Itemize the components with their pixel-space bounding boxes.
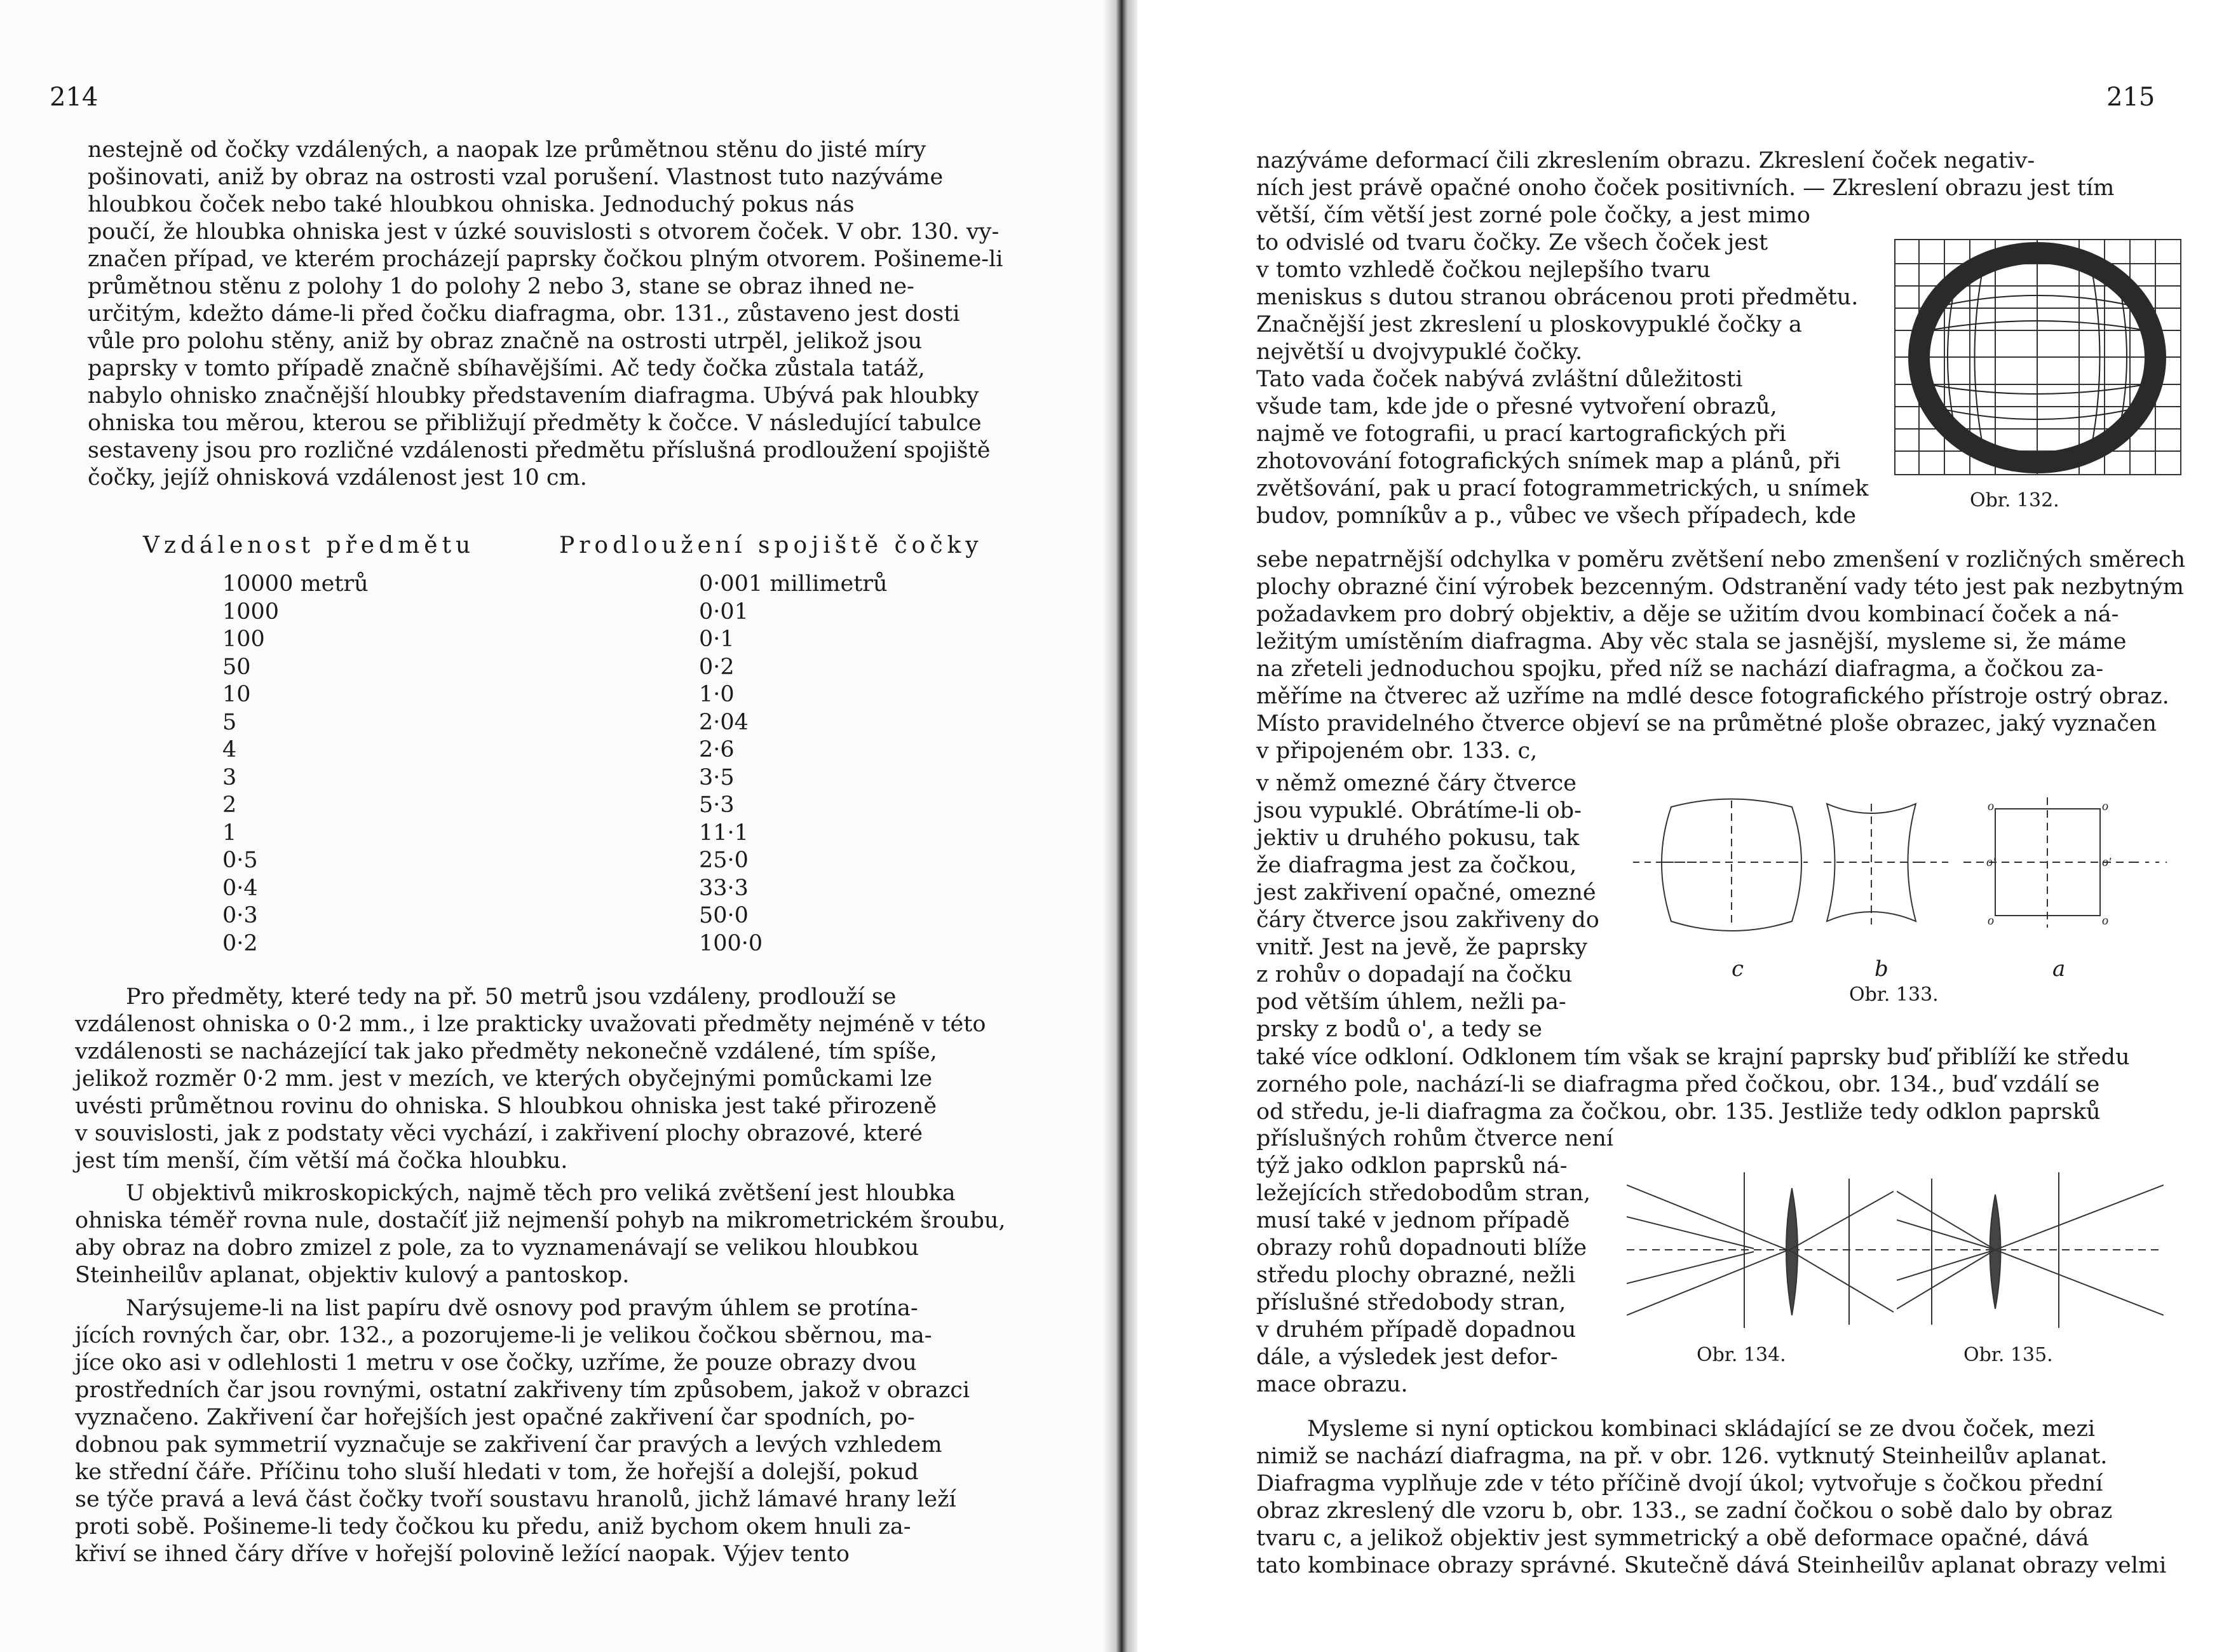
table-cell-extension: 100·0 <box>699 930 763 956</box>
right-fig133-text-line: pod větším úhlem, nežli pa- <box>1256 989 1566 1015</box>
table-cell-distance: 0·5 <box>222 848 258 873</box>
left-paragraph-4-line: se týče pravá a levá část čočky tvoří soustavu hranolů, jichž lámavé hrany leží <box>75 1487 956 1512</box>
left-paragraph-1-line: značen případ, ve kterém procházejí paprsky čočkou plným otvorem. Pošineme-li <box>88 247 1003 272</box>
right-fig132-text-line: všude tam, kde jde o přesné vytvoření obrazů, <box>1256 394 1777 419</box>
table-cell-extension: 25·0 <box>699 848 749 873</box>
left-paragraph-3-line: U objektivů mikroskopických, najmě těch pro veliká zvětšení jest hloubka <box>126 1181 956 1206</box>
left-paragraph-2-line: jelikož rozměr 0·2 mm. jest v mezích, ve kterých obyčejnými pomůckami lze <box>75 1066 933 1092</box>
right-bottom-line: tvaru c, a jelikož objektiv jest symmetrický a obě deformace opačné, dává <box>1256 1526 2089 1551</box>
right-middle-line: Místo pravidelného čtverce objeví se na průmětné ploše obrazec, jaký vyznačen <box>1256 711 2157 736</box>
right-after-fig133-line: zorného pole, nachází-li se diafragma před čočkou, obr. 134., buď vzdálí se <box>1256 1072 2100 1097</box>
table-cell-distance: 5 <box>222 709 237 735</box>
right-fig134-text-line: v druhém případě dopadnou <box>1256 1317 1576 1343</box>
right-middle-line: sebe nepatrnější odchylka v poměru zvětšení nebo zmenšení v rozličných směrech <box>1256 547 2186 572</box>
left-paragraph-4-line: prostředních čar jsou rovnými, ostatní zakřiveny tím způsobem, jakož v obrazci <box>75 1378 970 1403</box>
table-cell-extension: 0·2 <box>699 654 735 680</box>
book-gutter <box>1102 0 1141 1652</box>
table-cell-distance: 4 <box>222 737 237 762</box>
left-paragraph-1-line: nestejně od čočky vzdálených, a naopak lze průmětnou stěnu do jisté míry <box>88 137 926 163</box>
right-lines-after-fig133 <box>1256 1044 2184 1126</box>
left-paragraph-1-line: poučí, že hloubka ohniska jest v úzké souvislosti s otvorem čoček. V obr. 130. vy- <box>88 219 1000 245</box>
right-lines-beside-fig132 <box>1256 202 1898 530</box>
right-page <box>1137 0 2224 1652</box>
table-header-distance: Vzdálenost předmětu <box>143 532 475 559</box>
left-paragraph-1-line: hloubkou čoček nebo také hloubkou ohniska. Jednoduchý pokus nás <box>88 192 855 217</box>
right-fig132-text-line: Značnější jest zkreslení u ploskovypuklé čočky a <box>1256 312 1802 337</box>
right-fig132-text-line: v tomto vzhledě čočkou nejlepšího tvaru <box>1256 257 1711 283</box>
right-fig134-text-line: příslušných rohům čtverce není <box>1256 1126 1614 1151</box>
left-paragraph-3-line: ohniska téměř rovna nule, dostačíť již nejmenší pohyb na mikrometrickém šroubu, <box>75 1208 1006 1233</box>
left-paragraph-2-line: vzdálenosti se nacházející tak jako předměty nekonečně vzdálené, tím spíše, <box>75 1039 937 1064</box>
right-lines-beside-fig133 <box>1256 770 1618 1043</box>
table-cell-distance: 0·2 <box>222 930 258 956</box>
right-fig133-text-line: jektiv u druhého pokusu, tak <box>1256 825 1580 851</box>
left-paragraph-4-line: ke střední čáře. Příčinu toho sluší hledati v tom, že hořejší a dolejší, pokud <box>75 1459 919 1485</box>
right-fig132-text-line: budov, pomníkův a p., vůbec ve všech případech, kde <box>1256 503 1857 529</box>
left-paragraph-2 <box>75 984 990 1175</box>
fig133-point-o-3: o <box>1988 914 1994 928</box>
right-fig133-text-line: jest zakřivení opačné, omezné <box>1256 880 1596 905</box>
left-paragraph-3-line: Steinheilův aplanat, objektiv kulový a pantoskop. <box>75 1263 630 1288</box>
right-fig134-text-line: středu plochy obrazné, nežli <box>1256 1263 1576 1288</box>
left-paragraph-4 <box>75 1295 990 1568</box>
left-paragraph-4-line: Narýsujeme-li na list papíru dvě osnovy pod pravým úhlem se protína- <box>126 1296 918 1321</box>
figure-133-label-a: a <box>2052 956 2066 982</box>
left-paragraph-1-line: sestaveny jsou pro rozličné vzdálenosti předmětu příslušná prodloužení spojiště <box>88 438 991 463</box>
table-column-extension <box>699 571 953 958</box>
right-fig133-text-line: že diafragma jest za čočkou, <box>1256 853 1577 878</box>
right-middle-line: měříme na čtverec až uzříme na mdlé desce fotografického přístroje ostrý obraz. <box>1256 684 2169 709</box>
left-paragraph-2-line: vzdálenost ohniska o 0·2 mm., i lze prakticky uvažovati předměty nejméně v této <box>75 1012 986 1037</box>
right-fig134-text-line: příslušné středobody stran, <box>1256 1290 1566 1315</box>
left-paragraph-3-line: aby obraz na dobro zmizel z pole, za to vyznamenávají se velikou hloubkou <box>75 1235 919 1261</box>
right-bottom-line: Mysleme si nyní optickou kombinaci skládající se ze dvou čoček, mezi <box>1307 1416 2096 1442</box>
figure-135-ray-diagram <box>1897 1172 2164 1331</box>
table-column-distance <box>222 571 375 958</box>
left-paragraph-4-line: jíce oko asi v odlehlosti 1 metru v ose čočky, uzříme, že pouze obrazy dvou <box>75 1350 917 1376</box>
right-fig133-text-line: jsou vypuklé. Obrátíme-li ob- <box>1256 798 1582 823</box>
figure-132-distortion-grid <box>1894 238 2183 477</box>
right-middle-line: požadavkem pro dobrý objektiv, a děje se užitím dvou kombinací čoček a ná- <box>1256 602 2119 627</box>
left-paragraph-2-line: uvésti průmětnou rovinu do ohniska. S hloubkou ohniska jest také přirozeně <box>75 1093 937 1119</box>
right-fig133-text-line: vnitř. Jest na jevě, že paprsky <box>1256 935 1588 960</box>
left-paragraph-1 <box>88 137 1003 492</box>
left-paragraph-1-line: určitým, kdežto dáme-li před čočku diafragma, obr. 131., zůstaveno jest dosti <box>88 301 960 327</box>
table-cell-distance: 10000 metrů <box>222 571 369 597</box>
right-fig134-text-line: dále, a výsledek jest defor- <box>1256 1344 1558 1370</box>
fig133-point-o-4: o <box>2102 914 2108 928</box>
left-paragraph-4-line: vyznačeno. Zakřivení čar hořejších jest opačné zakřivení čar spodních, po- <box>75 1405 915 1430</box>
left-paragraph-1-line: čočky, jejíž ohnisková vzdálenost jest 10 cm. <box>88 465 587 491</box>
table-cell-extension: 0·01 <box>699 599 749 625</box>
left-paragraph-4-line: dobnou pak symmetrií vyznačuje se zakřivení čar pravých a levých vzhledem <box>75 1432 942 1458</box>
right-middle-line: v připojeném obr. 133. c, <box>1256 738 1538 764</box>
table-cell-distance: 1000 <box>222 599 280 625</box>
right-middle-line: ležitým umístěním diafragma. Aby věc stala se jasnější, mysleme si, že máme <box>1256 629 2127 654</box>
right-lines-top <box>1256 147 2184 202</box>
right-fig132-text-line: zvětšování, pak u prací fotogrammetrických, u snímek <box>1256 476 1869 501</box>
figure-135-caption: Obr. 135. <box>1963 1344 2053 1366</box>
right-lines-bottom <box>1256 1416 2184 1580</box>
left-paragraph-2-line: jest tím menší, čím větší má čočka hloubku. <box>75 1148 568 1174</box>
table-cell-extension: 50·0 <box>699 903 749 928</box>
table-cell-distance: 10 <box>222 682 251 707</box>
fig133-point-o-2: o <box>2102 799 2108 813</box>
right-fig133-text-line: čáry čtverce jsou zakřiveny do <box>1256 907 1599 933</box>
right-fig134-text-line: mace obrazu. <box>1256 1372 1408 1397</box>
left-paragraph-2-line: v souvislosti, jak z podstaty věci vychází, i zakřivení plochy obrazové, které <box>75 1121 923 1146</box>
figure-133-label-c: c <box>1732 956 1744 982</box>
fig133-point-o-1: o <box>1988 799 1994 813</box>
left-paragraph-1-line: vůle pro polohu stěny, aniž by obraz značně na ostrosti utrpěl, jelikož jsou <box>88 328 923 354</box>
right-top-line: nazýváme deformací čili zkreslením obrazu. Zkreslení čoček negativ- <box>1256 148 2035 173</box>
page-number-left: 214 <box>50 83 98 112</box>
right-middle-line: plochy obrazné činí výrobek bezcenným. Odstranění vady této jest pak nezbytným <box>1256 574 2184 600</box>
left-paragraph-1-line: nabylo ohnisko značnější hloubky představením diafragma. Ubývá pak hloubky <box>88 383 979 409</box>
right-fig132-text-line: větší, čím větší jest zorné pole čočky, a jest mimo <box>1256 203 1810 228</box>
left-paragraph-1-line: průmětnou stěnu z polohy 1 do polohy 2 nebo 3, stane se obraz ihned ne- <box>88 274 914 299</box>
right-after-fig133-line: od středu, je-li diafragma za čočkou, obr. 135. Jestliže tedy odklon paprsků <box>1256 1099 2101 1125</box>
left-paragraph-1-line: paprsky v tomto případě značně sbíhavějšími. Ač tedy čočka zůstala tatáž, <box>88 356 925 381</box>
left-paragraph-4-line: křiví se ihned čáry dříve v hořejší polovině ležící naopak. Výjev tento <box>75 1541 850 1567</box>
right-fig132-text-line: meniskus s dutou stranou obrácenou proti předmětu. <box>1256 285 1859 310</box>
fig133-point-o-prime-2: o' <box>2102 855 2112 869</box>
left-paragraph-2-line: Pro předměty, které tedy na př. 50 metrů jsou vzdáleny, prodlouží se <box>126 984 897 1010</box>
right-fig134-text-line: týž jako odklon paprsků ná- <box>1256 1153 1568 1179</box>
table-cell-distance: 0·3 <box>222 903 258 928</box>
right-fig133-text-line: z rohův o dopadají na čočku <box>1256 962 1573 987</box>
figure-134-caption: Obr. 134. <box>1697 1344 1786 1366</box>
left-page <box>0 0 1106 1652</box>
right-lines-middle <box>1256 546 2184 765</box>
right-bottom-line: nimiž se nachází diafragma, na př. v obr. 126. vytknutý Steinheilův aplanat. <box>1256 1444 2108 1469</box>
table-cell-distance: 1 <box>222 820 237 846</box>
page-number-right: 215 <box>2106 83 2155 112</box>
figure-133-label-b: b <box>1875 956 1888 982</box>
right-fig133-text-line: prsky z bodů o', a tedy se <box>1256 1017 1543 1042</box>
table-cell-extension: 1·0 <box>699 682 735 707</box>
table-cell-distance: 3 <box>222 764 237 790</box>
table-header-extension: Prodloužení spojiště čočky <box>559 532 983 559</box>
right-fig132-text-line: najmě ve fotografii, u prací kartografických při <box>1256 421 1786 447</box>
figure-133-square-distortions <box>1633 791 2224 956</box>
right-bottom-line: Diafragma vyplňuje zde v této příčině dvojí úkol; vytvořuje s čočkou přední <box>1256 1471 2103 1496</box>
right-fig132-text-line: největší u dvojvypuklé čočky. <box>1256 339 1583 365</box>
right-fig134-text-line: ležejících středobodům stran, <box>1256 1181 1591 1206</box>
table-cell-distance: 100 <box>222 626 265 652</box>
table-cell-extension: 11·1 <box>699 820 749 846</box>
table-cell-extension: 0·1 <box>699 626 735 652</box>
table-cell-distance: 50 <box>222 654 251 680</box>
table-cell-extension: 5·3 <box>699 792 735 818</box>
right-fig134-text-line: musí také v jednom případě <box>1256 1208 1570 1233</box>
right-fig132-text-line: to odvislé od tvaru čočky. Ze všech čoček jest <box>1256 230 1768 255</box>
left-paragraph-1-line: ohniska tou měrou, kterou se přibližují předměty k čočce. V následující tabulce <box>88 410 982 436</box>
left-paragraph-1-line: pošinovati, aniž by obraz na ostrosti vzal porušení. Vlastnost tuto nazýváme <box>88 165 944 190</box>
left-paragraph-4-line: proti sobě. Pošineme-li tedy čočkou ku předu, aniž bychom okem hnuli za- <box>75 1514 911 1540</box>
figure-134-ray-diagram <box>1627 1172 1894 1331</box>
right-middle-line: na zřeteli jednoduchou spojku, před níž se nachází diafragma, a čočkou za- <box>1256 656 2104 682</box>
right-after-fig133-line: také více odkloní. Odklonem tím však se krajní paprsky buď přiblíží ke středu <box>1256 1045 2130 1070</box>
table-cell-extension: 3·5 <box>699 764 735 790</box>
left-paragraph-4-line: jících rovných čar, obr. 132., a pozorujeme-li je velikou čočkou sběrnou, ma- <box>75 1323 932 1348</box>
figure-132-caption: Obr. 132. <box>1970 489 2059 511</box>
right-fig132-text-line: zhotovování fotografických snímek map a plánů, při <box>1256 449 1841 474</box>
figure-133-caption: Obr. 133. <box>1849 984 1939 1006</box>
table-cell-extension: 2·04 <box>699 709 749 735</box>
right-top-line: ních jest právě opačné onoho čoček positivních. — Zkreslení obrazu jest tím <box>1256 175 2115 201</box>
table-cell-distance: 2 <box>222 792 237 818</box>
right-fig133-text-line: v němž omezné čáry čtverce <box>1256 771 1576 796</box>
right-fig132-text-line: Tato vada čoček nabývá zvláštní důležitosti <box>1256 367 1743 392</box>
left-paragraph-3 <box>75 1180 1006 1289</box>
table-cell-extension: 33·3 <box>699 875 749 901</box>
fig133-point-o-prime-1: o' <box>1986 855 1996 869</box>
table-cell-distance: 0·4 <box>222 875 258 901</box>
table-cell-extension: 0·001 millimetrů <box>699 571 888 597</box>
right-bottom-line: obraz zkreslený dle vzoru b, obr. 133., se zadní čočkou o sobě dalo by obraz <box>1256 1498 2113 1524</box>
right-bottom-line: tato kombinace obrazy správné. Skutečně dává Steinheilův aplanat obrazy velmi <box>1256 1553 2167 1578</box>
right-fig134-text-line: obrazy rohů dopadnouti blíže <box>1256 1235 1587 1261</box>
right-lines-beside-fig134 <box>1256 1125 1612 1398</box>
table-cell-extension: 2·6 <box>699 737 735 762</box>
